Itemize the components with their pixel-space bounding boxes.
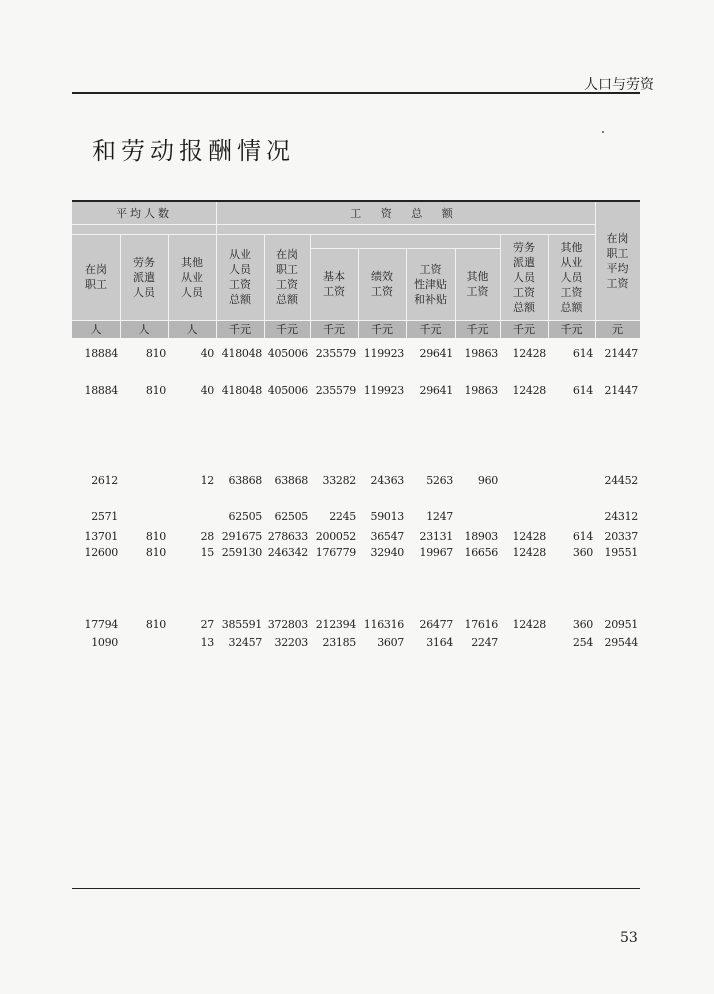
table-cell: 16656 (464, 546, 498, 559)
table-cell: 360 (572, 618, 593, 631)
table-cell: 2247 (471, 636, 498, 649)
table-cell: 254 (572, 636, 593, 649)
divider (548, 234, 549, 338)
table-cell: 235579 (315, 347, 356, 360)
table-cell: 5263 (426, 474, 453, 487)
table-cell: 12428 (512, 347, 546, 360)
unit-label: 千元 (513, 322, 535, 336)
column-header: 其他 从业 人员 (181, 255, 203, 299)
table-cell: 32203 (274, 636, 308, 649)
table-cell: 18903 (464, 530, 498, 543)
unit-label: 元 (612, 322, 623, 336)
table-row (0, 510, 714, 526)
column-header: 劳务 派遣 人员 (133, 255, 155, 299)
unit-label: 千元 (371, 322, 393, 336)
table-cell: 59013 (370, 510, 404, 523)
column-header: 其他 工资 (466, 270, 489, 298)
table-cell: 12428 (512, 546, 546, 559)
table-cell: 32940 (370, 546, 404, 559)
table-cell: 19551 (604, 546, 638, 559)
table-cell: 360 (572, 546, 593, 559)
unit-label: 千元 (229, 322, 251, 336)
table-row (0, 618, 714, 634)
divider (216, 202, 217, 338)
divider (455, 248, 456, 338)
table-cell: 19863 (464, 384, 498, 397)
table-cell: 24363 (370, 474, 404, 487)
unit-label: 千元 (276, 322, 298, 336)
table-row (0, 474, 714, 490)
table-cell: 32457 (228, 636, 262, 649)
table-cell: 28 (200, 530, 214, 543)
table-cell: 18884 (84, 384, 118, 397)
unit-label: 人 (186, 322, 198, 336)
table-bottom-rule (72, 888, 640, 889)
table-cell: 17794 (84, 618, 118, 631)
table-cell: 12428 (512, 530, 546, 543)
table-cell: 62505 (228, 510, 262, 523)
table-row (0, 530, 714, 546)
divider (406, 248, 407, 338)
table-cell: 810 (145, 347, 166, 360)
table-cell: 13 (200, 636, 214, 649)
table-cell: 119923 (363, 384, 404, 397)
column-header: 在岗 职工 (85, 263, 107, 291)
table-cell: 18884 (84, 347, 118, 360)
table-cell: 12428 (512, 618, 546, 631)
table-cell: 960 (477, 474, 498, 487)
table-row (0, 546, 714, 562)
table-cell: 3607 (377, 636, 404, 649)
page-title: 和劳动报酬情况 (92, 137, 295, 165)
table-cell: 63868 (228, 474, 262, 487)
table-cell: 810 (145, 618, 166, 631)
column-header: 绩效 工资 (371, 270, 393, 298)
divider (72, 224, 595, 225)
table-cell: 235579 (315, 384, 356, 397)
table-cell: 810 (145, 546, 166, 559)
table-cell: 810 (145, 384, 166, 397)
table-cell: 23131 (419, 530, 453, 543)
column-header: 工资 性津贴 和补贴 (414, 262, 447, 306)
table-cell: 36547 (370, 530, 404, 543)
table-cell: 418048 (221, 384, 262, 397)
table-cell: 20337 (604, 530, 638, 543)
table-cell: 372803 (267, 618, 308, 631)
table-cell: 810 (145, 530, 166, 543)
divider (358, 248, 359, 338)
table-cell: 23185 (322, 636, 356, 649)
table-cell: 27 (200, 618, 214, 631)
table-cell: 1247 (426, 510, 453, 523)
divider (120, 234, 121, 338)
section-header: 人口与劳资 (584, 77, 654, 93)
table-cell: 176779 (315, 546, 356, 559)
unit-label: 人 (138, 322, 150, 336)
unit-label: 千元 (466, 322, 489, 336)
table-cell: 62505 (274, 510, 308, 523)
table-cell: 291675 (221, 530, 262, 543)
table-cell: 21447 (604, 347, 638, 360)
column-header: 劳务 派遣 人员 工资 总额 (513, 240, 535, 314)
table-cell: 614 (572, 347, 593, 360)
table-cell: 259130 (221, 546, 262, 559)
table-cell: 29641 (419, 347, 453, 360)
table-cell: 2245 (329, 510, 356, 523)
table-cell: 200052 (315, 530, 356, 543)
table-cell: 21447 (604, 384, 638, 397)
table-cell: 246342 (267, 546, 308, 559)
table-cell: 20951 (604, 618, 638, 631)
divider (500, 234, 501, 338)
table-cell: 33282 (322, 474, 356, 487)
table-cell: 12428 (512, 384, 546, 397)
divider (310, 234, 311, 338)
table-cell: 405006 (267, 384, 308, 397)
divider (264, 234, 265, 338)
table-cell: 29641 (419, 384, 453, 397)
unit-label: 千元 (323, 322, 345, 336)
column-header: 其他 从业 人员 工资 总额 (560, 240, 583, 314)
table-cell: 116316 (363, 618, 404, 631)
group-header-wage-total: 工 资 总 额 (350, 206, 461, 220)
table-cell: 17616 (464, 618, 498, 631)
unit-label: 人 (90, 322, 102, 336)
table-cell: 19967 (419, 546, 453, 559)
column-header: 在岗 职工 工资 总额 (276, 248, 298, 306)
table-cell: 614 (572, 530, 593, 543)
table-cell: 385591 (221, 618, 262, 631)
table-cell: 40 (200, 384, 214, 397)
table-cell: 63868 (274, 474, 308, 487)
divider (72, 234, 595, 235)
table-cell: 19863 (464, 347, 498, 360)
table-cell: 12 (200, 474, 214, 487)
table-cell: 119923 (363, 347, 404, 360)
table-cell: 2571 (91, 510, 118, 523)
table-cell: 40 (200, 347, 214, 360)
table-row (0, 636, 714, 652)
table-cell: 24312 (604, 510, 638, 523)
group-header-avg-persons: 平均人数 (116, 206, 172, 220)
table-cell: 29544 (604, 636, 638, 649)
table-cell: 418048 (221, 347, 262, 360)
table-row (0, 347, 714, 363)
table-cell: 212394 (315, 618, 356, 631)
column-header: 从业 人员 工资 总额 (229, 248, 251, 306)
table-row (0, 384, 714, 400)
table-cell: 3164 (426, 636, 453, 649)
table-cell: 614 (572, 384, 593, 397)
table-cell: 12600 (84, 546, 118, 559)
table-cell: 2612 (91, 474, 118, 487)
speck (602, 131, 604, 133)
column-header: 在岗 职工 平均 工资 (606, 232, 629, 290)
table-cell: 405006 (267, 347, 308, 360)
table-cell: 1090 (91, 636, 118, 649)
divider (595, 202, 596, 338)
page-number: 53 (620, 930, 638, 946)
table-cell: 278633 (267, 530, 308, 543)
table-cell: 26477 (419, 618, 453, 631)
table-cell: 15 (200, 546, 214, 559)
divider (72, 320, 640, 321)
divider (310, 248, 500, 249)
unit-label: 千元 (419, 322, 442, 336)
table-cell: 24452 (604, 474, 638, 487)
table-cell: 13701 (84, 530, 118, 543)
divider (168, 234, 169, 338)
column-header: 基本 工资 (323, 270, 345, 298)
header-rule (72, 92, 640, 94)
unit-label: 千元 (560, 322, 583, 336)
